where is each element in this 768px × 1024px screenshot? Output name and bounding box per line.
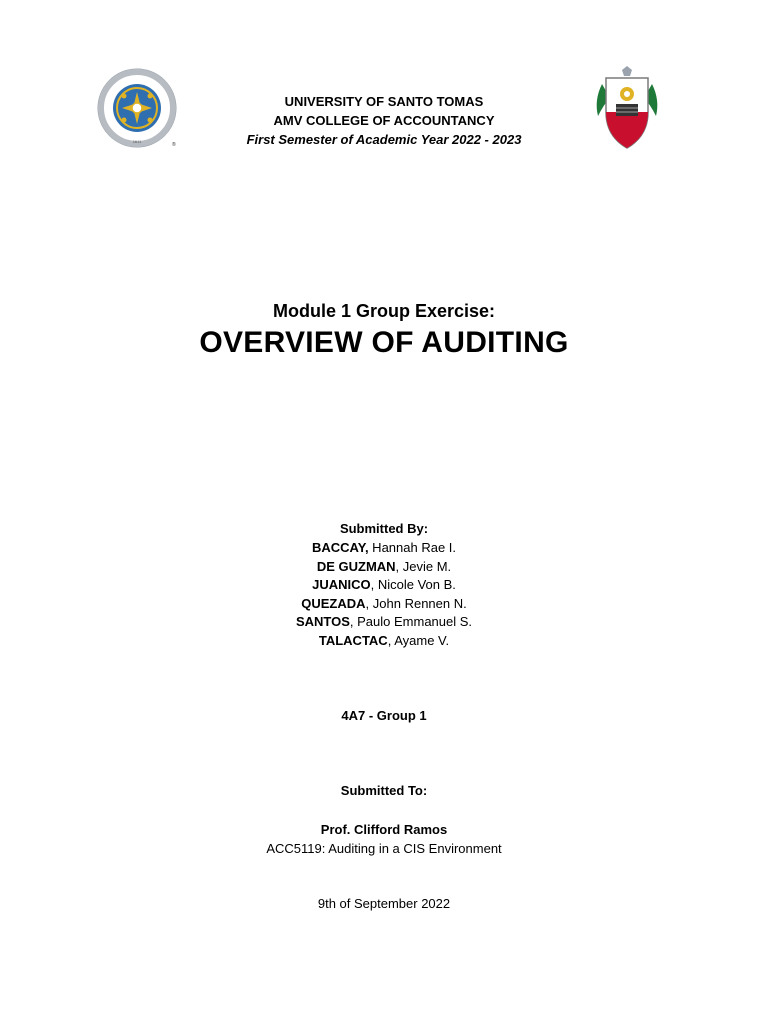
seal-year: 1611 (132, 139, 142, 144)
section-group: 4A7 - Group 1 (341, 708, 427, 723)
member-surname: JUANICO (312, 577, 371, 592)
member-line (0, 559, 768, 575)
submitted-to-label: Submitted To: (340, 783, 428, 798)
semester-line: First Semester of Academic Year 2022 - 2023 (246, 132, 522, 147)
member-surname: BACCAY, (311, 540, 369, 555)
member-given-name: , Jevie M. (395, 559, 452, 574)
member-given-name: Hannah Rae I. (368, 540, 457, 555)
submission-date: 9th of September 2022 (317, 896, 451, 911)
member-line (0, 614, 768, 630)
member-line (0, 596, 768, 612)
member-surname: QUEZADA (301, 596, 366, 611)
module-label: Module 1 Group Exercise: (272, 301, 496, 321)
member-given-name: , Nicole Von B. (370, 577, 456, 592)
member-line (0, 540, 768, 556)
member-given-name: , John Rennen N. (365, 596, 467, 611)
member-given-name: , Ayame V. (387, 633, 450, 648)
document-title: OVERVIEW OF AUDITING (199, 326, 569, 359)
college-name: AMV COLLEGE OF ACCOUNTANCY (273, 113, 495, 128)
professor-name: Prof. Clifford Ramos (320, 822, 448, 837)
member-surname: SANTOS (295, 614, 350, 629)
member-given-name: , Paulo Emmanuel S. (349, 614, 473, 629)
member-surname: DE GUZMAN (316, 559, 396, 574)
university-name: UNIVERSITY OF SANTO TOMAS (284, 94, 484, 109)
submitted-by-label: Submitted By: (339, 521, 429, 536)
member-line (0, 577, 768, 593)
member-line (0, 633, 768, 649)
member-surname: TALACTAC (318, 633, 388, 648)
course-name: ACC5119: Auditing in a CIS Environment (266, 841, 502, 856)
svg-text:®: ® (172, 142, 176, 148)
